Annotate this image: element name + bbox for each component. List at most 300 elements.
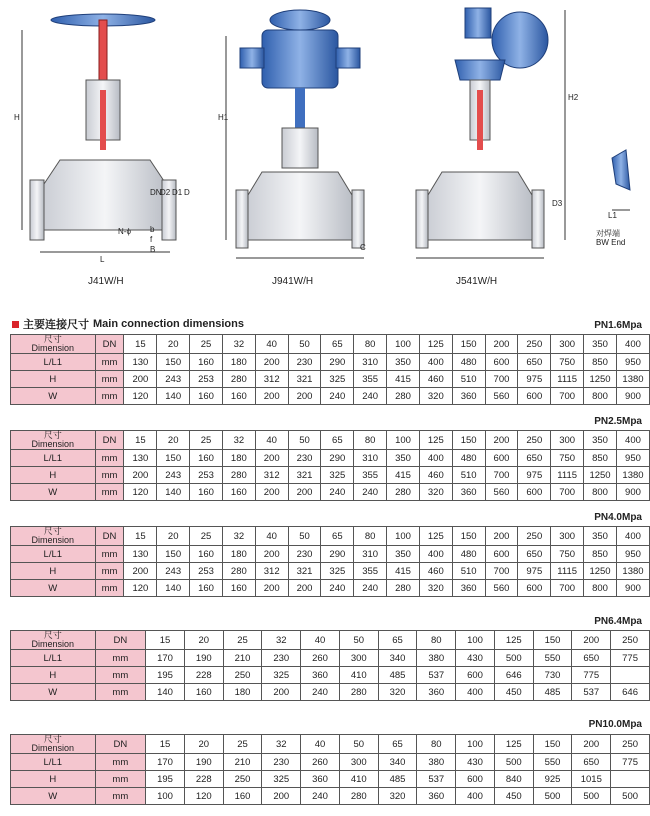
row-unit: mm — [95, 371, 124, 388]
table-cell: 900 — [616, 580, 649, 597]
row-label: L/L1 — [11, 450, 96, 467]
row-label: W — [11, 484, 96, 501]
dimension-header-cn: 尺寸 — [43, 526, 62, 536]
table-cell: 190 — [184, 754, 223, 771]
table-cell: 200 — [255, 546, 288, 563]
table-cell: 240 — [321, 388, 354, 405]
dim-label-l1: L1 — [608, 211, 617, 220]
dn-value: 80 — [417, 735, 456, 754]
table-cell: 1250 — [584, 563, 617, 580]
table-cell: 900 — [616, 484, 649, 501]
table-row — [11, 684, 650, 701]
table-cell: 180 — [222, 354, 255, 371]
table-cell: 1015 — [572, 771, 611, 788]
dn-value: 200 — [485, 431, 518, 450]
row-unit: mm — [95, 684, 146, 701]
bw-end-drawing — [612, 150, 630, 210]
table-cell: 325 — [321, 371, 354, 388]
table-cell: 230 — [288, 546, 321, 563]
row-label: W — [11, 580, 96, 597]
table-row — [11, 354, 650, 371]
table-cell: 925 — [533, 771, 572, 788]
table-cell: 380 — [417, 650, 456, 667]
dn-value: 40 — [255, 335, 288, 354]
table-cell: 500 — [494, 754, 533, 771]
table-cell: 500 — [494, 650, 533, 667]
dimension-header-en: Dimension — [31, 639, 75, 649]
table-cell: 200 — [124, 467, 157, 484]
row-unit: mm — [95, 546, 124, 563]
table-cell: 195 — [146, 667, 185, 684]
table-cell: 240 — [301, 684, 340, 701]
table-cell: 320 — [378, 684, 417, 701]
table-cell: 900 — [616, 388, 649, 405]
table-cell: 360 — [417, 788, 456, 805]
dimension-header — [11, 631, 96, 650]
table-cell: 485 — [378, 667, 417, 684]
table-cell: 650 — [572, 650, 611, 667]
dn-value: 40 — [255, 527, 288, 546]
row-label: L/L1 — [11, 754, 96, 771]
table-cell: 253 — [190, 371, 223, 388]
table-row — [11, 484, 650, 501]
table-row — [11, 788, 650, 805]
row-label: H — [11, 563, 96, 580]
table-cell: 310 — [354, 546, 387, 563]
dn-value: 40 — [255, 431, 288, 450]
table-cell: 1250 — [584, 371, 617, 388]
dimension-header-en: Dimension — [31, 439, 75, 449]
dn-value: 125 — [494, 631, 533, 650]
table-cell: 400 — [419, 546, 452, 563]
table-cell: 650 — [518, 354, 551, 371]
dn-value: 25 — [190, 431, 223, 450]
table-cell: 400 — [456, 788, 495, 805]
table-cell: 280 — [387, 484, 420, 501]
table-cell: 600 — [518, 484, 551, 501]
dn-value: 200 — [485, 335, 518, 354]
table-cell: 160 — [222, 580, 255, 597]
table-cell: 230 — [262, 754, 301, 771]
dn-value: 32 — [262, 735, 301, 754]
table-cell: 200 — [262, 684, 301, 701]
table-cell: 550 — [533, 650, 572, 667]
table-cell: 850 — [584, 354, 617, 371]
dimension-table — [10, 334, 650, 405]
table-cell: 180 — [222, 450, 255, 467]
table-cell: 320 — [419, 388, 452, 405]
table-cell: 243 — [157, 371, 190, 388]
table-cell: 450 — [494, 788, 533, 805]
table-cell: 260 — [301, 754, 340, 771]
dim-label-dn: DN — [150, 188, 162, 197]
table-cell: 700 — [485, 371, 518, 388]
table-header-row — [11, 335, 650, 354]
pn-label: PN1.6Mpa — [594, 320, 642, 331]
row-unit: mm — [95, 354, 124, 371]
dn-value: 32 — [222, 431, 255, 450]
dim-label-h2: H2 — [568, 93, 579, 102]
valve-drawings-svg — [0, 0, 650, 300]
table-cell: 800 — [584, 484, 617, 501]
table-cell: 230 — [288, 450, 321, 467]
dn-value: 40 — [301, 735, 340, 754]
section-title-en: Main connection dimensions — [93, 318, 244, 330]
table-cell: 560 — [485, 388, 518, 405]
table-cell: 415 — [387, 371, 420, 388]
table-cell: 600 — [456, 771, 495, 788]
dn-value: 15 — [124, 431, 157, 450]
dn-value: 150 — [533, 631, 572, 650]
dn-value: 200 — [572, 631, 611, 650]
table-cell: 120 — [184, 788, 223, 805]
table-cell: 300 — [339, 754, 378, 771]
table-cell: 360 — [301, 667, 340, 684]
table-cell: 1115 — [551, 371, 584, 388]
dn-header: DN — [95, 431, 124, 450]
dn-value: 100 — [387, 431, 420, 450]
table-row — [11, 546, 650, 563]
table-cell: 320 — [419, 484, 452, 501]
table-cell: 355 — [354, 371, 387, 388]
table-cell: 150 — [157, 354, 190, 371]
dimension-table — [10, 526, 650, 597]
table-cell: 200 — [255, 388, 288, 405]
table-cell: 355 — [354, 467, 387, 484]
dn-value: 80 — [354, 335, 387, 354]
table-cell: 200 — [255, 580, 288, 597]
table-row — [11, 667, 650, 684]
table-cell: 410 — [339, 667, 378, 684]
dimension-header — [11, 527, 96, 546]
dn-value: 32 — [262, 631, 301, 650]
table-row — [11, 563, 650, 580]
table-cell: 140 — [146, 684, 185, 701]
table-cell: 170 — [146, 754, 185, 771]
dn-value: 25 — [223, 631, 262, 650]
dn-value: 100 — [387, 527, 420, 546]
table-cell: 310 — [354, 354, 387, 371]
section-marker-icon — [12, 321, 19, 328]
table-cell: 537 — [417, 771, 456, 788]
table-cell: 775 — [611, 754, 650, 771]
table-cell: 253 — [190, 563, 223, 580]
table-row — [11, 754, 650, 771]
row-unit: mm — [95, 563, 124, 580]
dn-value: 150 — [452, 431, 485, 450]
table-cell: 160 — [190, 546, 223, 563]
table-cell: 460 — [419, 371, 452, 388]
dim-label-d2: D2 — [160, 188, 171, 197]
dim-label-d: D — [184, 188, 190, 197]
table-cell: 360 — [452, 484, 485, 501]
row-unit: mm — [95, 771, 146, 788]
table-cell: 230 — [262, 650, 301, 667]
caption-j541: J541W/H — [456, 276, 498, 287]
table-cell: 190 — [184, 650, 223, 667]
table-cell: 130 — [124, 546, 157, 563]
row-unit: mm — [95, 388, 124, 405]
table-cell: 210 — [223, 650, 262, 667]
table-cell: 360 — [452, 580, 485, 597]
table-cell: 450 — [494, 684, 533, 701]
dn-value: 250 — [518, 335, 551, 354]
dn-value: 20 — [184, 631, 223, 650]
dn-value: 150 — [533, 735, 572, 754]
dn-value: 50 — [339, 735, 378, 754]
valve-j541-drawing — [416, 8, 565, 258]
table-cell: 120 — [124, 580, 157, 597]
dn-value: 250 — [518, 527, 551, 546]
row-label: L/L1 — [11, 354, 96, 371]
table-cell: 240 — [354, 484, 387, 501]
table-cell: 350 — [387, 546, 420, 563]
table-cell: 600 — [485, 354, 518, 371]
table-cell: 321 — [288, 467, 321, 484]
table-cell: 350 — [387, 354, 420, 371]
table-cell: 160 — [222, 388, 255, 405]
table-cell: 160 — [223, 788, 262, 805]
table-cell: 140 — [157, 580, 190, 597]
table-cell: 130 — [124, 354, 157, 371]
caption-j941: J941W/H — [272, 276, 314, 287]
table-cell: 240 — [321, 484, 354, 501]
dn-value: 300 — [551, 335, 584, 354]
table-cell: 480 — [452, 450, 485, 467]
dim-label-h: H — [14, 113, 20, 122]
row-unit: mm — [95, 580, 124, 597]
table-cell: 240 — [354, 580, 387, 597]
dn-value: 125 — [494, 735, 533, 754]
table-cell: 550 — [533, 754, 572, 771]
table-cell: 312 — [255, 371, 288, 388]
dn-value: 15 — [146, 735, 185, 754]
dim-label-d3: D3 — [552, 199, 563, 208]
table-cell: 840 — [494, 771, 533, 788]
dn-value: 400 — [616, 431, 649, 450]
table-cell: 950 — [616, 450, 649, 467]
table-cell: 560 — [485, 484, 518, 501]
table-cell: 340 — [378, 650, 417, 667]
table-cell: 300 — [339, 650, 378, 667]
row-unit: mm — [95, 754, 146, 771]
table-cell: 325 — [321, 563, 354, 580]
table-cell: 280 — [222, 371, 255, 388]
table-cell: 480 — [452, 354, 485, 371]
dn-value: 100 — [456, 735, 495, 754]
dn-header: DN — [95, 631, 146, 650]
dn-value: 200 — [572, 735, 611, 754]
dim-label-n-phi: N-ϕ — [118, 227, 131, 236]
table-cell: 170 — [146, 650, 185, 667]
caption-j41: J41W/H — [88, 276, 124, 287]
row-label: W — [11, 684, 96, 701]
table-cell: 240 — [321, 580, 354, 597]
dn-value: 200 — [485, 527, 518, 546]
dn-value: 15 — [124, 527, 157, 546]
dn-value: 40 — [301, 631, 340, 650]
table-cell: 280 — [339, 684, 378, 701]
table-cell: 200 — [255, 450, 288, 467]
table-cell: 400 — [419, 354, 452, 371]
row-label: L/L1 — [11, 546, 96, 563]
table-cell: 500 — [611, 788, 650, 805]
dn-header: DN — [95, 527, 124, 546]
table-cell: 120 — [124, 388, 157, 405]
table-cell: 500 — [533, 788, 572, 805]
dn-value: 125 — [419, 335, 452, 354]
table-cell: 700 — [485, 563, 518, 580]
table-cell: 360 — [452, 388, 485, 405]
row-label: H — [11, 667, 96, 684]
dn-value: 65 — [321, 527, 354, 546]
table-cell: 310 — [354, 450, 387, 467]
dn-value: 20 — [157, 431, 190, 450]
row-unit: mm — [95, 484, 124, 501]
table-cell: 510 — [452, 467, 485, 484]
table-cell: 320 — [419, 580, 452, 597]
table-cell: 650 — [518, 450, 551, 467]
dimension-table — [10, 734, 650, 805]
table-cell: 1115 — [551, 563, 584, 580]
table-cell: 730 — [533, 667, 572, 684]
table-cell: 775 — [572, 667, 611, 684]
table-cell: 430 — [456, 754, 495, 771]
table-cell: 1250 — [584, 467, 617, 484]
dimension-header-cn: 尺寸 — [43, 630, 62, 640]
dimension-header — [11, 431, 96, 450]
table-cell: 210 — [223, 754, 262, 771]
table-cell: 600 — [456, 667, 495, 684]
table-cell: 200 — [255, 354, 288, 371]
table-cell: 750 — [551, 450, 584, 467]
table-cell: 1115 — [551, 467, 584, 484]
table-cell: 321 — [288, 371, 321, 388]
row-label: L/L1 — [11, 650, 96, 667]
table-cell: 340 — [378, 754, 417, 771]
dn-value: 250 — [611, 631, 650, 650]
table-row — [11, 650, 650, 667]
pn-label: PN10.0Mpa — [588, 719, 642, 730]
table-cell: 775 — [611, 650, 650, 667]
dn-value: 80 — [354, 527, 387, 546]
dimension-header-cn: 尺寸 — [43, 334, 62, 344]
table-cell: 650 — [518, 546, 551, 563]
table-cell: 650 — [572, 754, 611, 771]
table-cell: 400 — [456, 684, 495, 701]
dn-value: 400 — [616, 335, 649, 354]
section-title — [12, 316, 244, 332]
dim-label-h1: H1 — [218, 113, 229, 122]
table-cell — [611, 667, 650, 684]
table-cell: 280 — [387, 580, 420, 597]
table-cell: 380 — [417, 754, 456, 771]
table-cell: 140 — [157, 484, 190, 501]
table-cell: 1380 — [616, 371, 649, 388]
table-header-row — [11, 431, 650, 450]
table-cell: 200 — [124, 563, 157, 580]
dn-value: 300 — [551, 431, 584, 450]
table-cell: 200 — [288, 388, 321, 405]
table-cell: 400 — [419, 450, 452, 467]
dn-value: 65 — [378, 631, 417, 650]
pn-label: PN6.4Mpa — [594, 616, 642, 627]
table-cell: 1380 — [616, 467, 649, 484]
dimension-header — [11, 335, 96, 354]
dn-value: 65 — [321, 431, 354, 450]
table-cell: 510 — [452, 371, 485, 388]
table-cell: 600 — [518, 388, 551, 405]
dn-value: 32 — [222, 335, 255, 354]
dn-value: 125 — [419, 431, 452, 450]
table-cell: 350 — [387, 450, 420, 467]
table-cell: 240 — [354, 388, 387, 405]
table-cell: 100 — [146, 788, 185, 805]
dn-value: 80 — [354, 431, 387, 450]
table-cell: 160 — [184, 684, 223, 701]
dn-value: 25 — [190, 527, 223, 546]
table-cell: 510 — [452, 563, 485, 580]
table-cell: 460 — [419, 563, 452, 580]
table-cell: 250 — [223, 771, 262, 788]
table-cell: 160 — [222, 484, 255, 501]
valve-j41-drawing — [22, 14, 176, 252]
table-cell: 280 — [222, 467, 255, 484]
table-row — [11, 450, 650, 467]
table-cell: 537 — [572, 684, 611, 701]
table-cell: 1380 — [616, 563, 649, 580]
table-cell: 325 — [262, 667, 301, 684]
dn-value: 25 — [223, 735, 262, 754]
table-cell: 700 — [551, 580, 584, 597]
table-cell: 260 — [301, 650, 340, 667]
row-label: H — [11, 467, 96, 484]
dn-value: 80 — [417, 631, 456, 650]
dn-value: 125 — [419, 527, 452, 546]
table-cell: 240 — [301, 788, 340, 805]
dn-value: 32 — [222, 527, 255, 546]
dn-value: 100 — [456, 631, 495, 650]
table-cell: 150 — [157, 546, 190, 563]
table-cell: 410 — [339, 771, 378, 788]
table-row — [11, 580, 650, 597]
table-cell: 253 — [190, 467, 223, 484]
dim-label-bb: B — [150, 245, 156, 254]
table-cell: 560 — [485, 580, 518, 597]
dimension-header-en: Dimension — [31, 343, 75, 353]
table-cell: 280 — [222, 563, 255, 580]
dimension-header — [11, 735, 96, 754]
table-cell: 975 — [518, 371, 551, 388]
table-cell: 243 — [157, 563, 190, 580]
table-cell: 320 — [378, 788, 417, 805]
table-cell: 200 — [124, 371, 157, 388]
table-cell: 700 — [485, 467, 518, 484]
table-cell: 230 — [288, 354, 321, 371]
table-cell: 280 — [339, 788, 378, 805]
table-cell: 485 — [378, 771, 417, 788]
table-cell: 195 — [146, 771, 185, 788]
table-cell: 180 — [222, 546, 255, 563]
row-label: W — [11, 388, 96, 405]
table-header-row — [11, 631, 650, 650]
table-cell: 312 — [255, 467, 288, 484]
table-cell: 200 — [262, 788, 301, 805]
table-cell: 750 — [551, 354, 584, 371]
table-cell: 950 — [616, 354, 649, 371]
table-cell: 750 — [551, 546, 584, 563]
dn-value: 150 — [452, 335, 485, 354]
